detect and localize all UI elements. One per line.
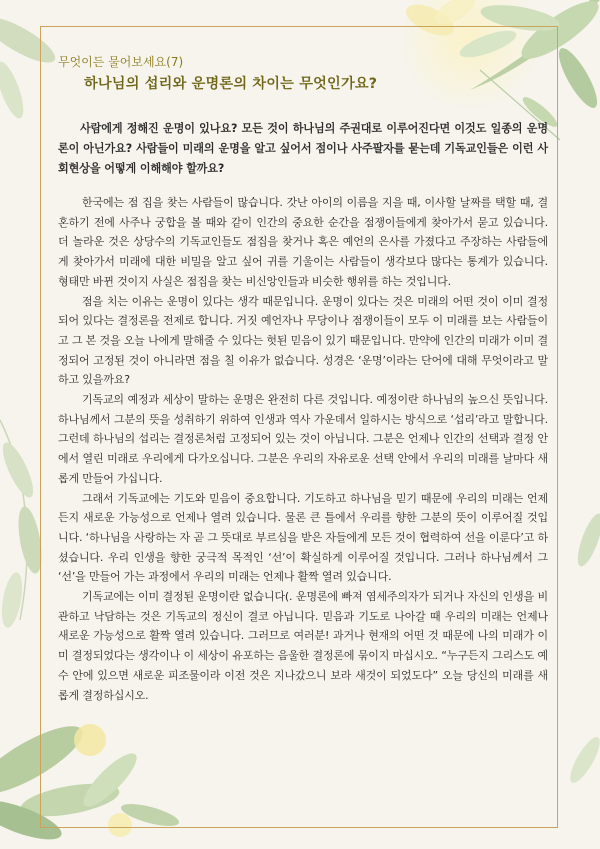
paragraph-3: 기독교의 예정과 세상이 말하는 운명은 완전히 다른 것입니다. 예정이란 하나님의 높으신 뜻입니다. 하나님께서 그분의 뜻을 성취하기 위하여 인생과 역사 가운데서 일하시는 방식으로 ‘섭리’라고 말합니다. 그런데 하나님의 섭리는 결정론처럼 고정되어 있는 것이 아닙니다. 그분은 언제나 인간의 선택과 결정 안에서 열린 미래로 우리에게 다가오십니다. 그분은 우리의 자유로운 선택 안에서 우리의 미래를 날마다 새롭게 만들어 가십니다.: [58, 393, 548, 485]
question-lead: 사람에게 정해진 운명이 있나요? 모든 것이 하나님의 주권대로 이루어진다면 이것도 일종의 운명론이 아닌가요? 사람들이 미래의 운명을 알고 싶어서 점이나 사주팔자를 묻는데 기독교인들은 이런 사회현상을 어떻게 이해해야 할까요?: [58, 122, 548, 175]
paragraph-4: 그래서 기독교에는 기도와 믿음이 중요합니다. 기도하고 하나님을 믿기 때문에 우리의 미래는 언제든지 새로운 가능성으로 언제나 열려 있습니다. 물론 큰 틀에서 우리를 향한 그분의 뜻이 이루어질 것입니다. ‘하나님을 사랑하는 자 곧 그 뜻대로 부르심을 받은 자들에게 모든 것이 협력하여 선을 이룬다’고 하셨습니다. 우리 인생을 향한 궁극적 목적인 ‘선’이 확실하게 이루어질 것입니다. 그러나 하나님께서 그 ‘선’을 만들어 가는 과정에서 우리의 미래는 언제나 활짝 열려 있습니다.: [58, 491, 548, 584]
series-label: 무엇이든 물어보세요(7): [58, 55, 184, 69]
leaf-cluster-left: [0, 420, 46, 629]
paragraph-5: 기독교에는 이미 결정된 운명이란 없습니다(. 운명론에 빠져 염세주의자가 되거나 자신의 인생을 비관하고 낙담하는 것은 기독교의 정신이 결코 아닙니다. 믿음과 기도로 나아갈 때 우리의 미래는 언제나 새로운 가능성으로 활짝 열려 있습니다. 그러므로 여러분! 과거나 현재의 어떤 것 때문에 나의 미래가 이미 결정되었다는 생각이나 이 세상이 유포하는 음울한 결정론에 묶이지 마십시오. “누구든지 그리스도 예수 안에 있으면 새로운 피조물이라 이전 것은 지나갔으니 보라 새것이 되었도다” 오늘 당신의 미래를 새롭게 결정하십시오.: [58, 590, 548, 702]
paragraph-1: 한국에는 점 집을 찾는 사람들이 많습니다. 갓난 아이의 이름을 지을 때, 이사할 날짜를 택할 때, 결혼하기 전에 사주나 궁합을 볼 때와 같이 인간의 중요한 순간을 점쟁이들에게 찾아가서 묻고 있습니다. 더 놀라운 것은 상당수의 기독교인들도 점집을 찾거나 혹은 예언의 은사를 가졌다고 주장하는 사람들에게 찾아가서 미래에 대한 비밀을 알고 싶어 귀를 기울이는 사람들이 생각보다 많다는 통계가 있습니다. 형태만 바뀐 것이지 사실은 점집을 찾는 비신앙인들과 비슷한 행위를 하는 것입니다.: [58, 196, 548, 288]
article-body: [58, 193, 548, 705]
article: [58, 54, 548, 824]
paragraph-2: 점을 치는 이유는 운명이 있다는 생각 때문입니다. 운명이 있다는 것은 미래의 어떤 것이 이미 결정되어 있다는 결정론을 전제로 합니다. 거짓 예언자나 무당이나 점쟁이들이 모두 이 미래를 보는 사람들이고 그 본 것을 오늘 나에게 말해줄 수 있다는 헛된 믿음이 있기 때문입니다. 만약에 인간의 미래가 이미 결정되어 고정된 것이 아니라면 점을 칠 이유가 없습니다. 성경은 ‘운명’이라는 단어에 대해 무엇이라고 말하고 있을까요?: [58, 294, 548, 387]
page-title: 하나님의 섭리와 운명론의 차이는 무엇인가요?: [84, 76, 378, 92]
leaf-cluster-bottom-right: [565, 511, 600, 787]
